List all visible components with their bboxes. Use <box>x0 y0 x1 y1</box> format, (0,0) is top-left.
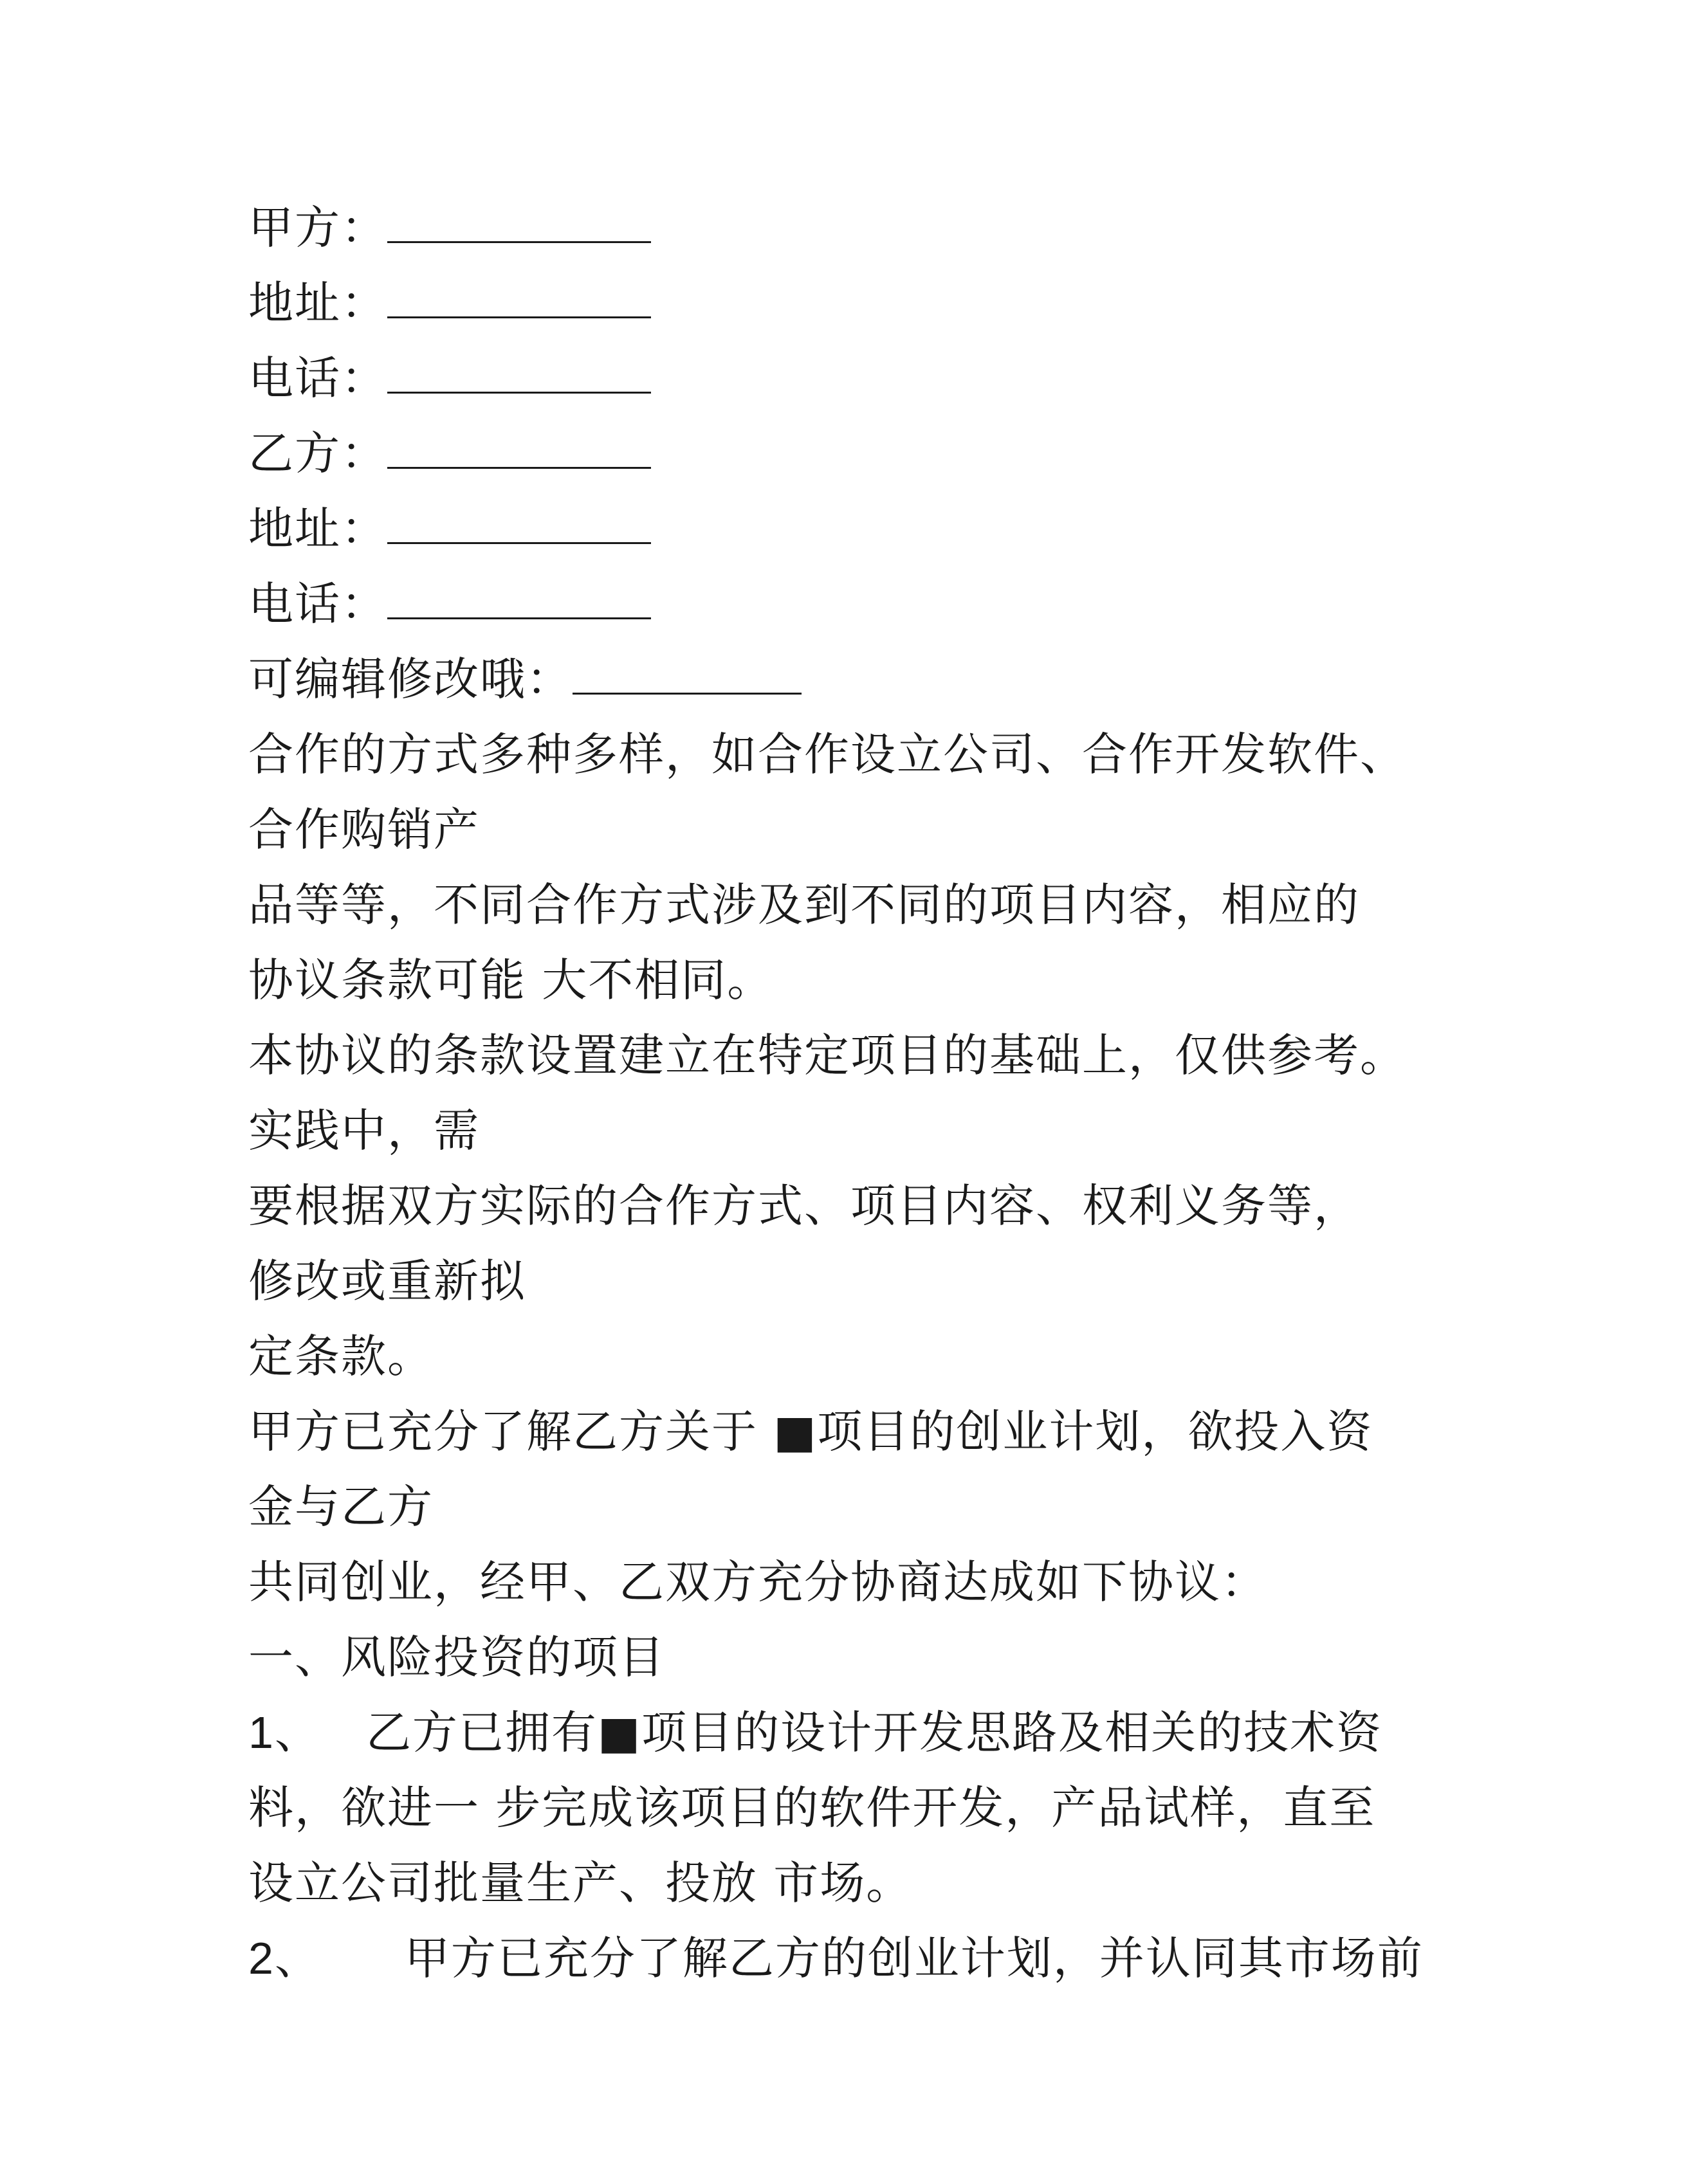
paragraph-line: 本协议的条款设置建立在特定项目的基础上，仅供参考。 <box>248 1029 1406 1082</box>
party-a-field <box>248 190 1429 266</box>
party-b-phone-field <box>248 567 1429 642</box>
list-item-text: 乙方已拥有■项目的设计开发思路及相关的技术资 <box>365 1706 1383 1759</box>
list-item-1-line-2: 料，欲进一 步完成该项目的软件开发，产品试样，直至 <box>248 1781 1376 1834</box>
list-item-text: 甲方已充分了解乙方的创业计划，并认同其市场前 <box>404 1932 1424 1985</box>
section-title: 一、风险投资的项目 <box>248 1631 665 1684</box>
paragraph-line: 合作购销产 <box>248 803 480 856</box>
party-b-phone-blank[interactable] <box>387 578 651 619</box>
party-a-address-blank[interactable] <box>387 277 651 318</box>
list-item-1-line-3: 设立公司批量生产、投放 市场。 <box>248 1857 913 1909</box>
paragraph-line: 修改或重新拟 <box>248 1255 526 1307</box>
document-body <box>248 190 1429 1996</box>
party-b-phone-label: 电话： <box>248 578 387 630</box>
party-b-address-blank[interactable] <box>387 502 651 544</box>
paragraph-line: 甲方已充分了解乙方关于 ■项目的创业计划，欲投入资 <box>248 1405 1373 1458</box>
party-a-blank[interactable] <box>387 201 651 243</box>
paragraph-line: 定条款。 <box>248 1330 434 1383</box>
paragraph-line: 金与乙方 <box>248 1480 434 1533</box>
party-b-label: 乙方： <box>248 427 387 480</box>
paragraph-line: 要根据双方实际的合作方式、项目内容、权利义务等， <box>248 1179 1360 1232</box>
party-b-field <box>248 416 1429 491</box>
party-b-address-field <box>248 491 1429 567</box>
editable-note-blank[interactable] <box>573 653 802 695</box>
party-a-label: 甲方： <box>248 201 387 254</box>
list-item-number: 2、 <box>248 1933 321 1983</box>
party-a-phone-label: 电话： <box>248 352 387 405</box>
editable-note-label: 可编辑修改哦： <box>248 653 573 705</box>
paragraph-line: 合作的方式多种多样，如合作设立公司、合作开发软件、 <box>248 728 1406 781</box>
list-item-2-line-1 <box>248 1921 1429 1996</box>
paragraph-line: 实践中，需 <box>248 1104 480 1157</box>
paragraph-line: 品等等，不同合作方式涉及到不同的项目内容，相应的 <box>248 878 1360 931</box>
party-b-address-label: 地址： <box>248 502 387 555</box>
paragraph-line: 共同创业，经甲、乙双方充分协商达成如下协议： <box>248 1556 1267 1608</box>
party-a-phone-blank[interactable] <box>387 352 651 394</box>
party-a-address-field <box>248 266 1429 341</box>
editable-note-field <box>248 642 1429 717</box>
list-item-1-line-1 <box>248 1695 1429 1770</box>
list-item-number: 1、 <box>248 1707 321 1758</box>
party-b-blank[interactable] <box>387 427 651 469</box>
party-a-address-label: 地址： <box>248 277 387 329</box>
party-a-phone-field <box>248 341 1429 416</box>
paragraph-line: 协议条款可能 大不相同。 <box>248 954 774 1006</box>
